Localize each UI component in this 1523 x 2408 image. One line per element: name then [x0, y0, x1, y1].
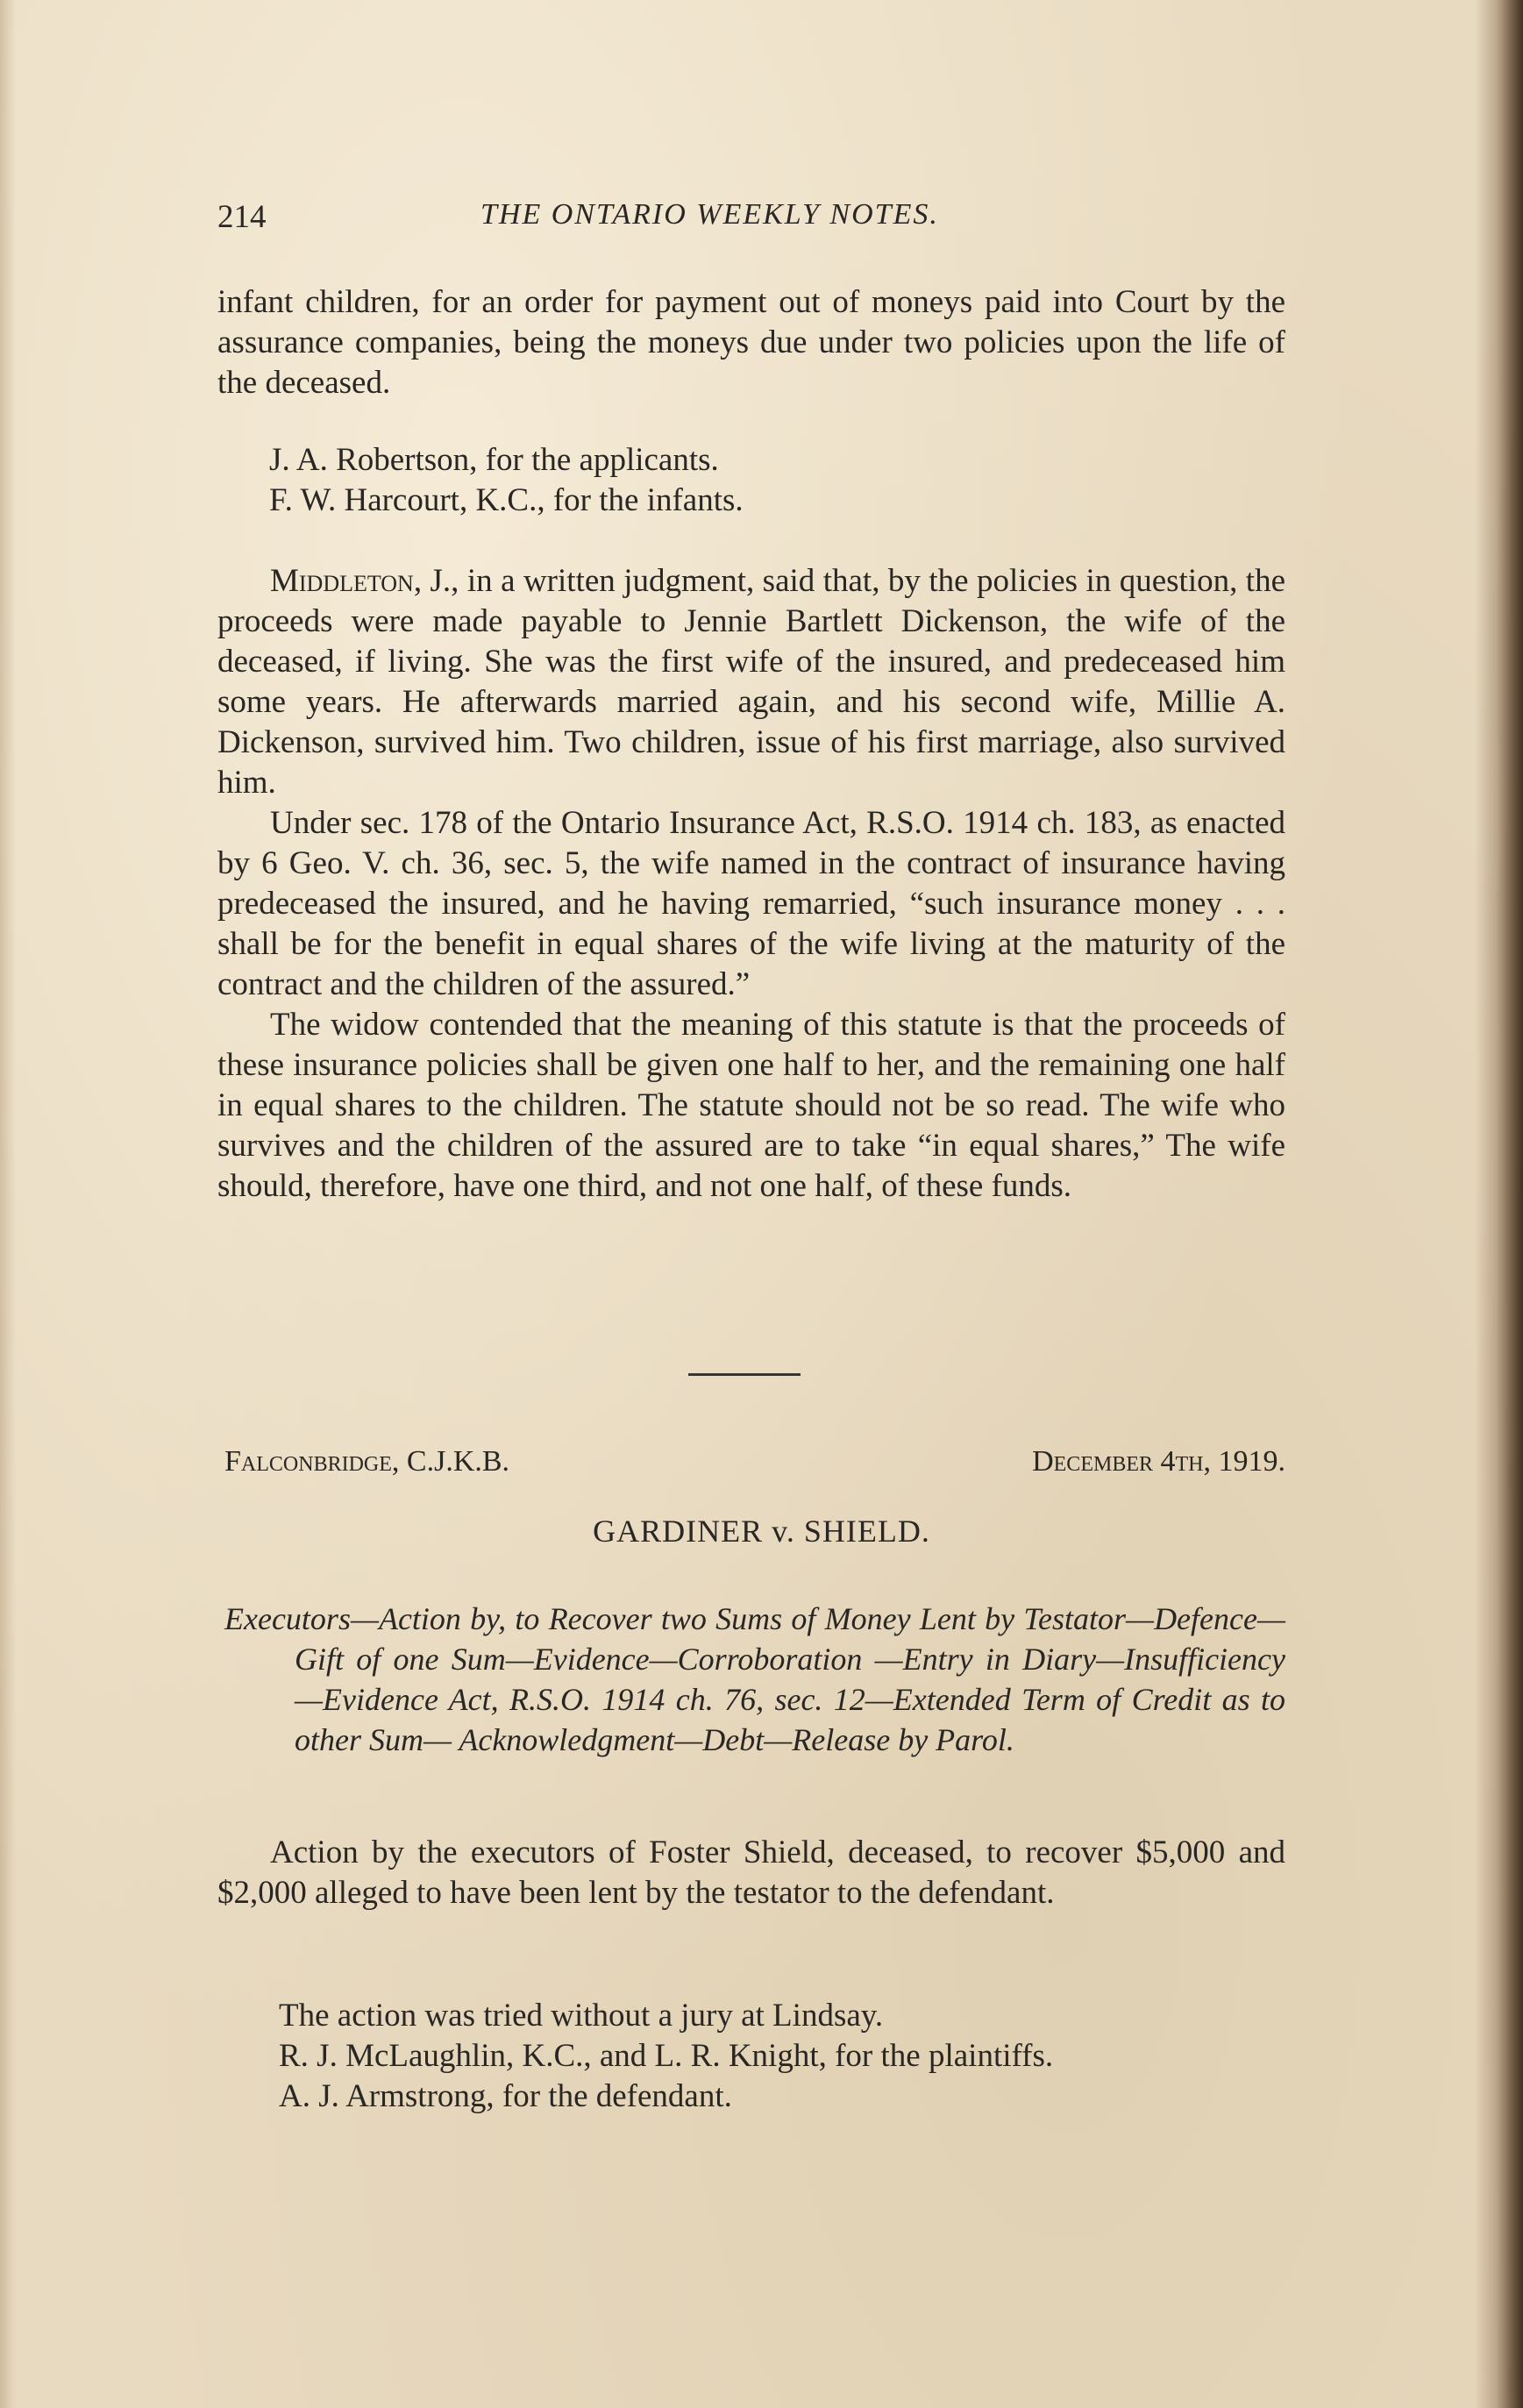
page-header	[217, 198, 1287, 251]
action-block	[217, 1833, 1285, 1913]
judge-name: Middleton	[270, 563, 414, 599]
page-number: 214	[217, 199, 267, 235]
second-case-judge	[224, 1445, 509, 1478]
decision-date	[1032, 1445, 1285, 1478]
page-edge-shadow	[0, 0, 16, 2408]
judgment-paragraph-1	[217, 561, 1285, 803]
judgment-paragraph-3: The widow contended that the meaning of this statute is that the proceeds of these insurance policies shall be given one half to her, and the remaining one half in equal shares to the children. The statute should not be so read. The wife who survives and the children of the assured are to take “in equal shares,” The wife should, therefore, have one third, and not one half, of these funds.	[217, 1007, 1285, 1204]
judgment-paragraph-1-text: , J., in a written judgment, said that, by the policies in question, the proceeds were made payable to Jennie Bartlett Dickenson, the wife of the deceased, if living. She was the first wife of the insured, and predeceased him some years. He afterwards married again, and his second wife, Millie A. Dickenson, survived him. Two children, issue of his first marriage, also survived him.	[217, 563, 1285, 801]
counsel-line: J. A. Robertson, for the applicants.	[269, 442, 719, 478]
section-divider	[688, 1373, 801, 1376]
case-title: GARDINER v. SHIELD.	[593, 1514, 930, 1549]
judge-name: Falconbridge	[224, 1445, 392, 1478]
book-spine-shadow	[1475, 0, 1523, 2408]
judge-title: , C.J.K.B.	[391, 1445, 510, 1478]
opening-paragraph-block	[217, 282, 1285, 403]
opening-paragraph: infant children, for an order for payment out of moneys paid into Court by the assurance companies, being the moneys due under two policies upon the life of the deceased.	[217, 284, 1285, 401]
running-title: THE ONTARIO WEEKLY NOTES.	[480, 198, 939, 231]
trial-line: The action was tried without a jury at Lindsay.	[279, 1998, 884, 2034]
date-month: December	[1032, 1445, 1153, 1478]
action-paragraph: Action by the executors of Foster Shield, deceased, to recover $5,000 and $2,000 alleged to have been lent by the testator to the defendant.	[217, 1834, 1285, 1911]
counsel-line: F. W. Harcourt, K.C., for the infants.	[269, 482, 744, 518]
date-year: , 1919.	[1203, 1445, 1285, 1478]
judgment-block	[217, 561, 1285, 1207]
trial-block	[279, 1996, 1053, 2117]
judgment-paragraph-2: Under sec. 178 of the Ontario Insurance Act, R.S.O. 1914 ch. 183, as enacted by 6 Geo. V. ch. 36, sec. 5, the wife named in the contract of insurance having predeceased the insured, and he having remarried, “such insurance money . . . shall be for the benefit in equal shares of the wife living at the maturity of the contract and the children of the assured.”	[217, 805, 1285, 1002]
counsel-line: R. J. McLaughlin, K.C., and L. R. Knight, for the plaintiffs.	[279, 2038, 1054, 2074]
second-case-judge-line	[224, 1445, 1285, 1487]
date-day: 4th	[1160, 1445, 1204, 1478]
counsel-block-first-case	[269, 440, 744, 521]
headnote: Executors—Action by, to Recover two Sums of Money Lent by Testator—Defence—Gift of one Sum—Evidence—Corroboration —Entry in Diary—Insufficiency—Evidence Act, R.S.O. 1914 ch. 76, sec. 12—Extended Term of Credit as to other Sum— Acknowledgment—Debt—Release by Parol.	[224, 1601, 1285, 1757]
counsel-line: A. J. Armstrong, for the defendant.	[279, 2078, 732, 2114]
